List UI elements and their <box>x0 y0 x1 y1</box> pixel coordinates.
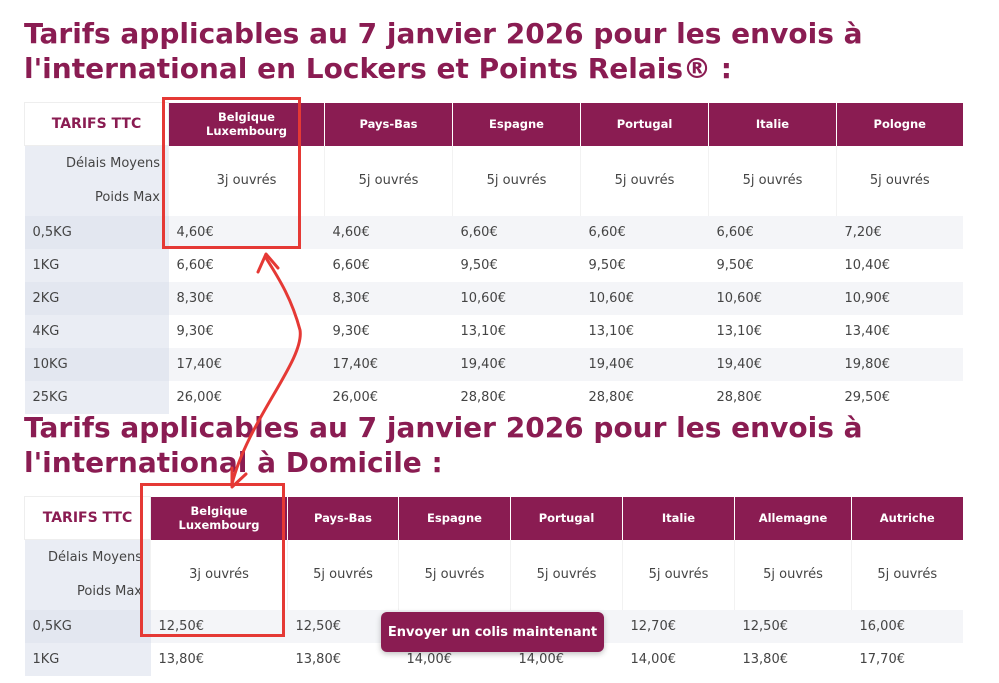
price-cell: 10,40€ <box>837 249 963 282</box>
table-header-row <box>25 103 963 146</box>
section1-title <box>24 16 863 86</box>
price-cell: 13,80€ <box>151 643 288 676</box>
price-cell: 12,70€ <box>623 610 735 643</box>
column-header-pays-bas: Pays-Bas <box>288 497 399 540</box>
price-cell: 9,30€ <box>325 315 453 348</box>
weight-cell: 25KG <box>25 381 169 414</box>
table-row <box>25 282 963 315</box>
price-cell: 13,80€ <box>735 643 852 676</box>
price-cell: 6,60€ <box>169 249 325 282</box>
delay-cell: 3j ouvrés <box>169 146 325 217</box>
delay-cell: 5j ouvrés <box>325 146 453 217</box>
weight-cell: 1KG <box>25 249 169 282</box>
price-cell: 10,60€ <box>453 282 581 315</box>
section2-title-line2: l'international à Domicile : <box>24 446 443 479</box>
delay-cell: 3j ouvrés <box>151 540 288 611</box>
price-cell: 9,50€ <box>581 249 709 282</box>
price-cell: 6,60€ <box>709 216 837 249</box>
price-cell: 19,40€ <box>581 348 709 381</box>
price-cell: 26,00€ <box>169 381 325 414</box>
price-cell: 8,30€ <box>325 282 453 315</box>
price-cell: 14,00€ <box>623 643 735 676</box>
price-cell: 7,20€ <box>837 216 963 249</box>
delay-cell: 5j ouvrés <box>511 540 623 611</box>
weight-label: Poids Max <box>77 584 142 599</box>
weight-cell: 2KG <box>25 282 169 315</box>
weight-cell: 0,5KG <box>25 610 151 643</box>
table-header-row <box>25 497 963 540</box>
weight-cell: 10KG <box>25 348 169 381</box>
price-cell: 4,60€ <box>325 216 453 249</box>
lockers-rates-table <box>24 102 963 414</box>
price-cell: 6,60€ <box>581 216 709 249</box>
column-header-pays-bas: Pays-Bas <box>325 103 453 146</box>
send-parcel-button[interactable]: Envoyer un colis maintenant <box>381 612 604 652</box>
price-cell: 6,60€ <box>325 249 453 282</box>
price-cell: 12,50€ <box>288 610 399 643</box>
delay-row <box>25 540 963 611</box>
price-cell: 4,60€ <box>169 216 325 249</box>
price-cell: 9,50€ <box>709 249 837 282</box>
table-row <box>25 216 963 249</box>
price-cell: 14,00€ <box>511 643 623 676</box>
price-cell: 13,80€ <box>288 643 399 676</box>
delay-row <box>25 146 963 217</box>
column-header-pologne: Pologne <box>837 103 963 146</box>
column-header-espagne: Espagne <box>399 497 511 540</box>
column-header-italie: Italie <box>623 497 735 540</box>
weight-cell: 1KG <box>25 643 151 676</box>
delay-cell: 5j ouvrés <box>288 540 399 611</box>
price-cell: 17,70€ <box>852 643 963 676</box>
section2-title <box>24 410 863 480</box>
delay-weight-labels <box>25 540 151 611</box>
price-cell: 6,60€ <box>453 216 581 249</box>
delay-cell: 5j ouvrés <box>623 540 735 611</box>
column-header-autriche: Autriche <box>852 497 963 540</box>
weight-cell: 0,5KG <box>25 216 169 249</box>
price-cell: 28,80€ <box>453 381 581 414</box>
section2-title-line1: Tarifs applicables au 7 janvier 2026 pour les envois à <box>24 411 863 444</box>
price-cell: 14,00€ <box>399 643 511 676</box>
delay-cell: 5j ouvrés <box>453 146 581 217</box>
section1-title-line1: Tarifs applicables au 7 janvier 2026 pour les envois à <box>24 17 863 50</box>
delay-label: Délais Moyens <box>66 156 160 171</box>
column-header-espagne: Espagne <box>453 103 581 146</box>
tarifs-ttc-label: TARIFS TTC <box>25 103 169 146</box>
price-cell: 13,10€ <box>709 315 837 348</box>
price-cell: 13,10€ <box>453 315 581 348</box>
price-cell: 9,30€ <box>169 315 325 348</box>
table-row <box>25 315 963 348</box>
weight-label: Poids Max <box>95 190 160 205</box>
price-cell: 10,90€ <box>837 282 963 315</box>
delay-label: Délais Moyens <box>48 550 142 565</box>
price-cell: 28,80€ <box>709 381 837 414</box>
price-cell: 12,50€ <box>151 610 288 643</box>
price-cell: 8,30€ <box>169 282 325 315</box>
price-cell: 28,80€ <box>581 381 709 414</box>
delay-cell: 5j ouvrés <box>837 146 963 217</box>
price-cell: 13,40€ <box>837 315 963 348</box>
weight-cell: 4KG <box>25 315 169 348</box>
column-header-portugal: Portugal <box>511 497 623 540</box>
delay-cell: 5j ouvrés <box>852 540 963 611</box>
price-cell: 17,40€ <box>325 348 453 381</box>
column-header-belgique-luxembourg: Belgique Luxembourg <box>169 103 325 146</box>
delay-cell: 5j ouvrés <box>709 146 837 217</box>
price-cell: 10,60€ <box>581 282 709 315</box>
delay-cell: 5j ouvrés <box>399 540 511 611</box>
section1-title-line2: l'international en Lockers et Points Relais® : <box>24 52 732 85</box>
table-row <box>25 249 963 282</box>
price-cell: 19,40€ <box>709 348 837 381</box>
price-cell: 19,40€ <box>453 348 581 381</box>
tarifs-ttc-label: TARIFS TTC <box>25 497 151 540</box>
price-cell: 10,60€ <box>709 282 837 315</box>
price-cell: 9,50€ <box>453 249 581 282</box>
price-cell: 13,10€ <box>581 315 709 348</box>
price-cell: 19,80€ <box>837 348 963 381</box>
column-header-portugal: Portugal <box>581 103 709 146</box>
price-cell: 29,50€ <box>837 381 963 414</box>
price-cell: 26,00€ <box>325 381 453 414</box>
delay-cell: 5j ouvrés <box>581 146 709 217</box>
price-cell: 17,40€ <box>169 348 325 381</box>
table-row <box>25 348 963 381</box>
delay-weight-labels <box>25 146 169 217</box>
price-cell: 16,00€ <box>852 610 963 643</box>
delay-cell: 5j ouvrés <box>735 540 852 611</box>
column-header-allemagne: Allemagne <box>735 497 852 540</box>
price-cell: 12,50€ <box>735 610 852 643</box>
column-header-belgique-luxembourg: Belgique Luxembourg <box>151 497 288 540</box>
column-header-italie: Italie <box>709 103 837 146</box>
